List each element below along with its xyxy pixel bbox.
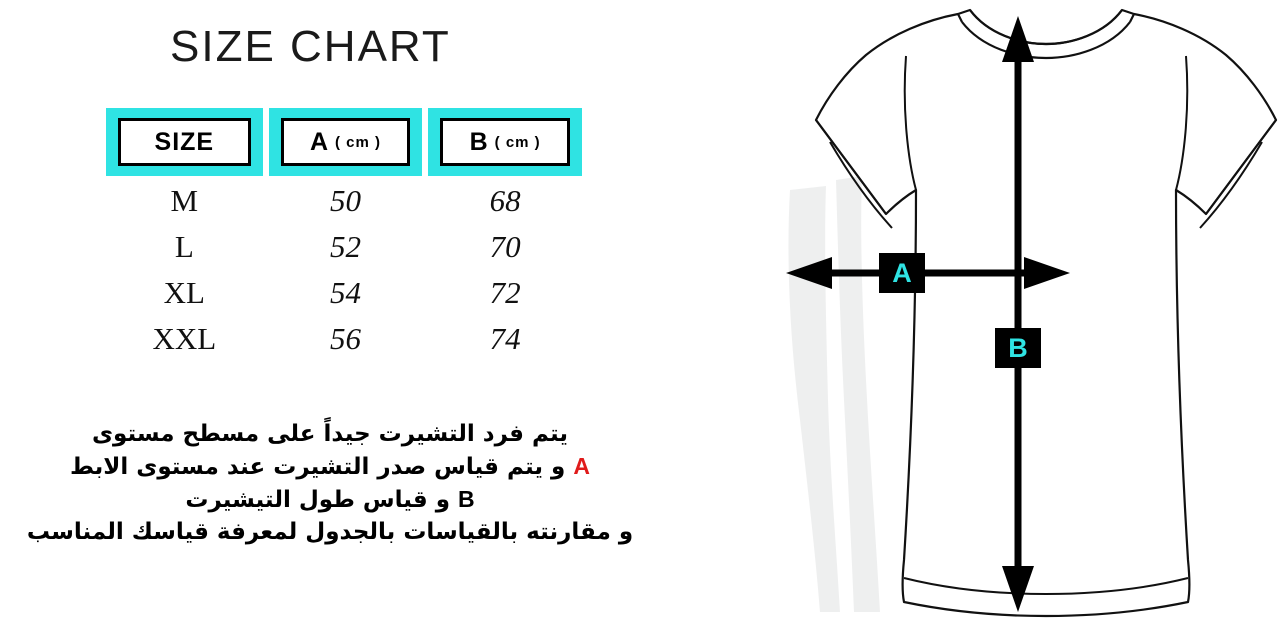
badge-b: B: [995, 328, 1041, 368]
table-row: [106, 226, 582, 268]
header-label-a: A: [309, 127, 329, 156]
tshirt-illustration: [640, 0, 1280, 619]
table-row: [106, 272, 582, 314]
table-header-cell-a: [269, 108, 423, 176]
header-label-size: SIZE: [154, 127, 215, 156]
cell-a: 52: [269, 226, 423, 268]
cell-a: 56: [269, 318, 423, 360]
header-label-b: B: [469, 127, 489, 156]
page-title: SIZE CHART: [170, 22, 451, 71]
cell-b: 68: [428, 180, 582, 222]
cell-size: M: [106, 180, 263, 222]
cell-b: 74: [428, 318, 582, 360]
marker-b-label: B: [458, 486, 475, 512]
cell-b: 70: [428, 226, 582, 268]
cell-a: 50: [269, 180, 423, 222]
table-row: [106, 318, 582, 360]
table-header-cell-b: [428, 108, 582, 176]
header-unit-b: ( cm ): [494, 133, 541, 151]
marker-a-label: A: [573, 453, 590, 479]
instruction-line-2-text: و يتم قياس صدر التشيرت عند مستوى الابط: [70, 454, 566, 480]
instruction-line-1: يتم فرد التشيرت جيداً على مسطح مستوى: [91, 421, 569, 447]
tshirt-diagram-svg: [640, 0, 1280, 619]
instruction-line-4: و مقارنته بالقياسات بالجدول لمعرفة قياسك المناسب: [26, 519, 634, 545]
instructions: [0, 418, 660, 548]
cell-a: 54: [269, 272, 423, 314]
badge-a: A: [879, 253, 925, 293]
size-table: [100, 104, 588, 364]
cell-b: 72: [428, 272, 582, 314]
instruction-line-3: [0, 483, 660, 516]
header-unit-a: ( cm ): [335, 133, 382, 151]
instruction-line-2: [0, 450, 660, 483]
table-header-cell-size: [106, 108, 263, 176]
cell-size: XL: [106, 272, 263, 314]
shirt-body: [816, 10, 1276, 616]
cell-size: L: [106, 226, 263, 268]
cell-size: XXL: [106, 318, 263, 360]
body-shadow: [788, 176, 880, 612]
table-header-row: [106, 108, 582, 176]
table-row: [106, 180, 582, 222]
instruction-line-3-text: و قياس طول التيشيرت: [185, 487, 451, 513]
